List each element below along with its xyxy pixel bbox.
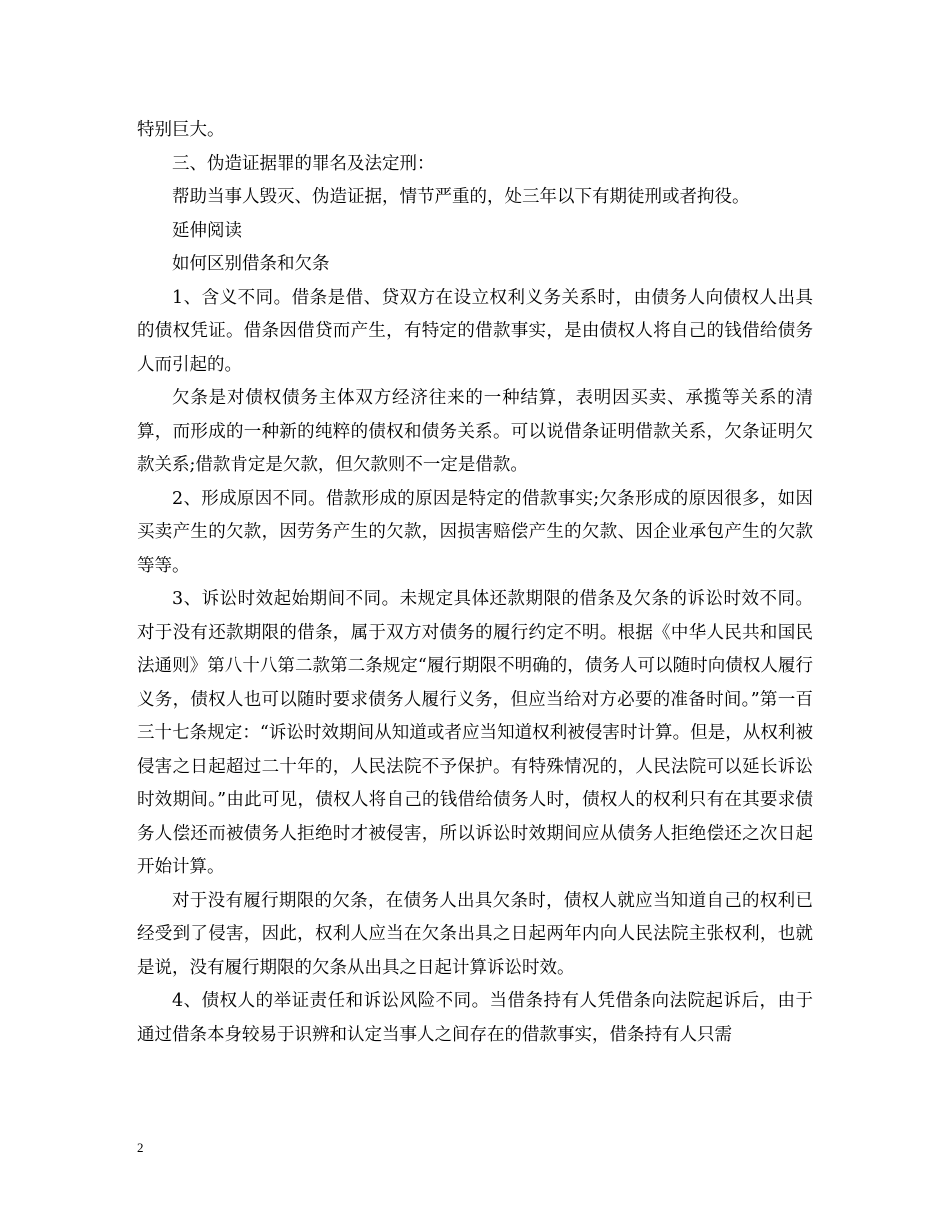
page-body [137, 114, 813, 1052]
paragraph-no-term-debt-note: 对于没有履行期限的欠条，在债务人出具欠条时，债权人就应当知道自己的权利已经受到了侵害，因此，权利人应当在欠条出具之日起两年内向人民法院主张权利，也就是说，没有履行期限的欠条从出具之日起计算诉讼时效。 [137, 890, 813, 978]
paragraph-debt-note: 欠条是对债权债务主体双方经济往来的一种结算，表明因买卖、承揽等关系的清算，而形成的一种新的纯粹的债权和债务关系。可以说借条证明借款关系，欠条证明欠款关系;借款肯定是欠款，但欠款则不一定是借款。 [137, 388, 813, 475]
paragraph-point-1: 1、含义不同。借条是借、贷双方在设立权利义务关系时，由债务人向债权人出具的债权凭证。借条因借贷而产生，有特定的借款事实，是由债权人将自己的钱借给债务人而引起的。 [137, 287, 813, 375]
paragraph-point-2: 2、形成原因不同。借款形成的原因是特定的借款事实;欠条形成的原因很多，如因买卖产生的欠款，因劳务产生的欠款，因损害赔偿产生的欠款、因企业承包产生的欠款等等。 [137, 488, 813, 576]
paragraph-2: 帮助当事人毁灭、伪造证据，情节严重的，处三年以下有期徒刑或者拘役。 [172, 187, 750, 207]
paragraph-point-3: 3、诉讼时效起始期间不同。未规定具体还款期限的借条及欠条的诉讼时效不同。对于没有还款期限的借条，属于双方对债务的履行约定不明。根据《中华人民共和国民法通则》第八十八第二款第二条规定“履行期限不明确的，债务人可以随时向债权人履行义务，债权人也可以随时要求债务人履行义务，但应当给对方必要的准备时间。”第一百三十七条规定：“诉讼时效期间从知道或者应当知道权利被侵害时计算。但是，从权利被侵害之日起超过二十年的，人民法院不予保护。有特殊情况的，人民法院可以延长诉讼时效期间。”由此可见，债权人将自己的钱借给债务人时，债权人的权利只有在其要求债务人偿还而被债务人拒绝时才被侵害，所以诉讼时效期间应从债务人拒绝偿还之次日起开始计算。 [137, 589, 813, 877]
section-heading-3: 三、伪造证据罪的罪名及法定刑： [172, 153, 435, 174]
page-number: 2 [137, 1140, 144, 1155]
subheading-iou-vs-debt-note: 如何区别借条和欠条 [172, 254, 330, 274]
paragraph-1: 特别巨大。 [137, 120, 225, 140]
paragraph-point-4: 4、债权人的举证责任和诉讼风险不同。当借条持有人凭借条向法院起诉后，由于通过借条本身较易于识辨和认定当事人之间存在的借款事实，借条持有人只需 [137, 991, 813, 1045]
extended-reading-heading: 延伸阅读 [172, 220, 242, 241]
